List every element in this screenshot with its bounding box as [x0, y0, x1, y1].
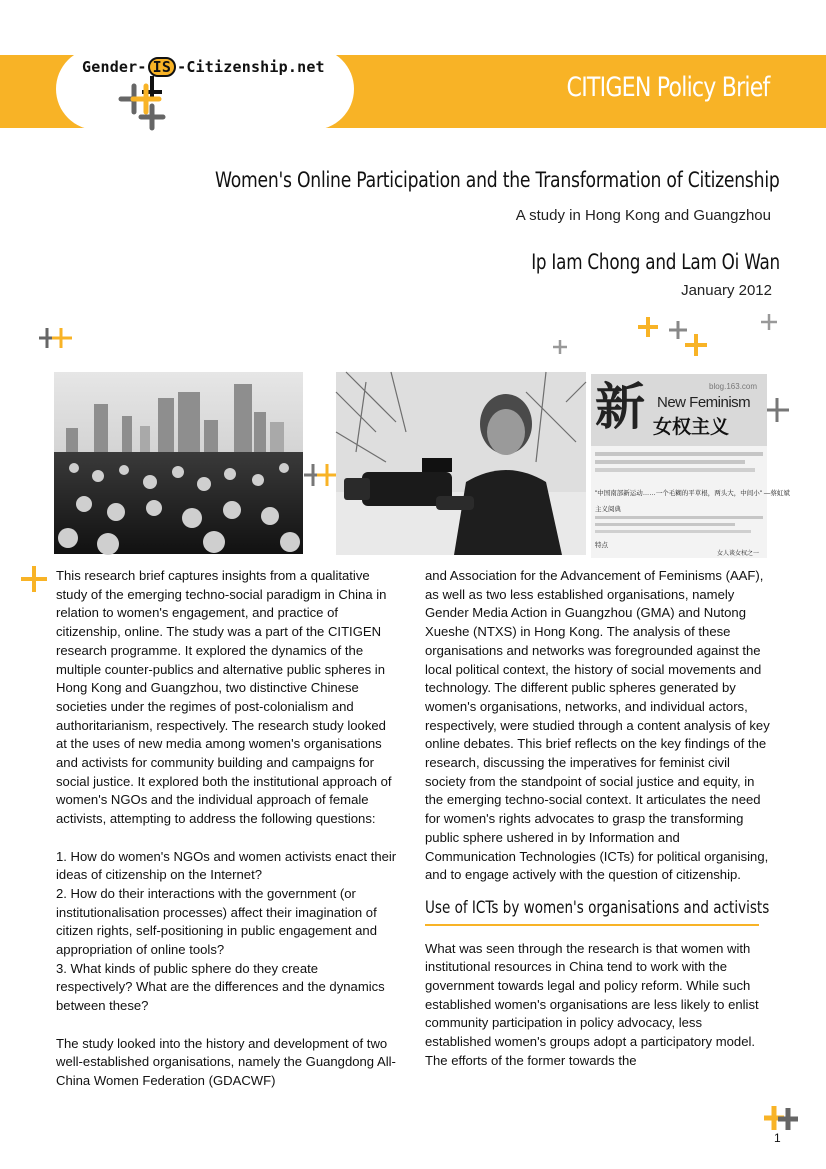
clip-tag-label: 特点: [595, 542, 608, 549]
document-title: Women's Online Participation and the Transformation of Citizenship: [215, 168, 780, 192]
clip-site-url: blog.163.com: [709, 382, 758, 391]
logo-text-right: -Citizenship.net: [177, 58, 325, 76]
right-column: [425, 567, 771, 1071]
section-heading-rule: [425, 924, 759, 926]
clip-title-cn: 女权主义: [653, 417, 730, 438]
decorative-cross-icon: [682, 332, 710, 358]
decorative-cross-icon: [634, 316, 664, 338]
logo-gender-cross-icon: [112, 72, 182, 132]
question-1: 1. How do women's NGOs and women activists enact their ideas of citizenship on the Internet?: [56, 848, 397, 883]
clip-big-character: 新: [595, 379, 645, 435]
document-date: January 2012: [681, 282, 772, 299]
organisations-paragraph: and Association for the Advancement of Feminisms (AAF), as well as two less established organisations, namely Gender Media Action in Guangzhou (GMA) and Nutong Xueshe (NTXS) in Hong Kong. The analysis of these organisations and networks was foregrounded against the local political context, the history of social movements and technology. The different public spheres generated by women's organisations, networks, and individual actors, respectively, were studied through a content analysis of key online debates. This brief reflects on the key findings of the research, discussing the imperatives for feminist civil society from the standpoint of social justice and equity, in the emerging techno-social context. It articulates the need for women's rights advocates to grasp the transforming public sphere ushered in by Information and Communication Technologies (ICTs) for political organising, and to engage actively with the question of citizenship.: [425, 568, 770, 883]
decorative-cross-icon: [760, 313, 778, 331]
website-screenshot-clip: [591, 374, 790, 558]
brand-title: CITIGEN Policy Brief: [567, 72, 770, 103]
page-number: 1: [774, 1131, 781, 1145]
study-paragraph: The study looked into the history and development of two well-established organisations, namely the Guangdong All-China Women Federation (GDACWF): [56, 1035, 396, 1088]
left-column: [56, 567, 398, 1091]
logo-is-badge: IS: [148, 57, 176, 77]
decorative-cross-icon: [303, 462, 339, 488]
question-3: 3. What kinds of public sphere do they create respectively? What are the differences and the dynamics between these?: [56, 960, 385, 1014]
clip-sidebar-label: 女人谈女权之一: [717, 551, 760, 557]
question-2: 2. How do their interactions with the government (or institutionalisation processes) affect their imagination of citizen rights, self-positioning in public engagement and appropriation of online tools?: [56, 885, 377, 958]
clip-section-label: 主义阅典: [595, 506, 621, 513]
section-heading: Use of ICTs by women's organisations and activists: [425, 897, 770, 917]
crowd-photo: [54, 372, 303, 554]
document-authors: Ip Iam Chong and Lam Oi Wan: [531, 250, 780, 274]
intro-paragraph: This research brief captures insights from a qualitative study of the emerging techno-social paradigm in China in relation to women's engagement, and practice of citizenship, online. The study was a part of the CITIGEN research programme. It explored the dynamics of the multiple counter-publics and alternative public spheres in Hong Kong and Guangzhou, two distinctive Chinese societies under the regimes of post-colonialism and authoritarianism, respectively. The research study looked at the uses of new media among women's organisations and activists for community building and campaigns for social justice. It explored both the institutional approach of women's NGOs and the individual approach of female activists, attempting to address the following questions:: [56, 568, 392, 827]
logo-text-left: Gender-: [82, 58, 147, 76]
decorative-cross-icon: [762, 1104, 800, 1132]
findings-paragraph: What was seen through the research is that women with institutional resources in China tend to work with the government towards legal and policy reform. While such established women's organisations are less likely to enlist community participation in policy advocacy, less established women's groups adopt a participatory model. The efforts of the former towards the: [425, 940, 759, 1068]
clip-headline: "中国南部新运动……一个毛糊的平草根，两头大，中间小" —蔡虹斌: [595, 490, 790, 497]
document-subtitle: A study in Hong Kong and Guangzhou: [515, 207, 771, 224]
woman-with-camera-photo: [336, 372, 586, 555]
decorative-cross-icon: [18, 564, 50, 594]
decorative-cross-icon: [552, 339, 568, 355]
decorative-cross-icon: [38, 326, 74, 350]
clip-title-en: New Feminism: [657, 394, 751, 411]
